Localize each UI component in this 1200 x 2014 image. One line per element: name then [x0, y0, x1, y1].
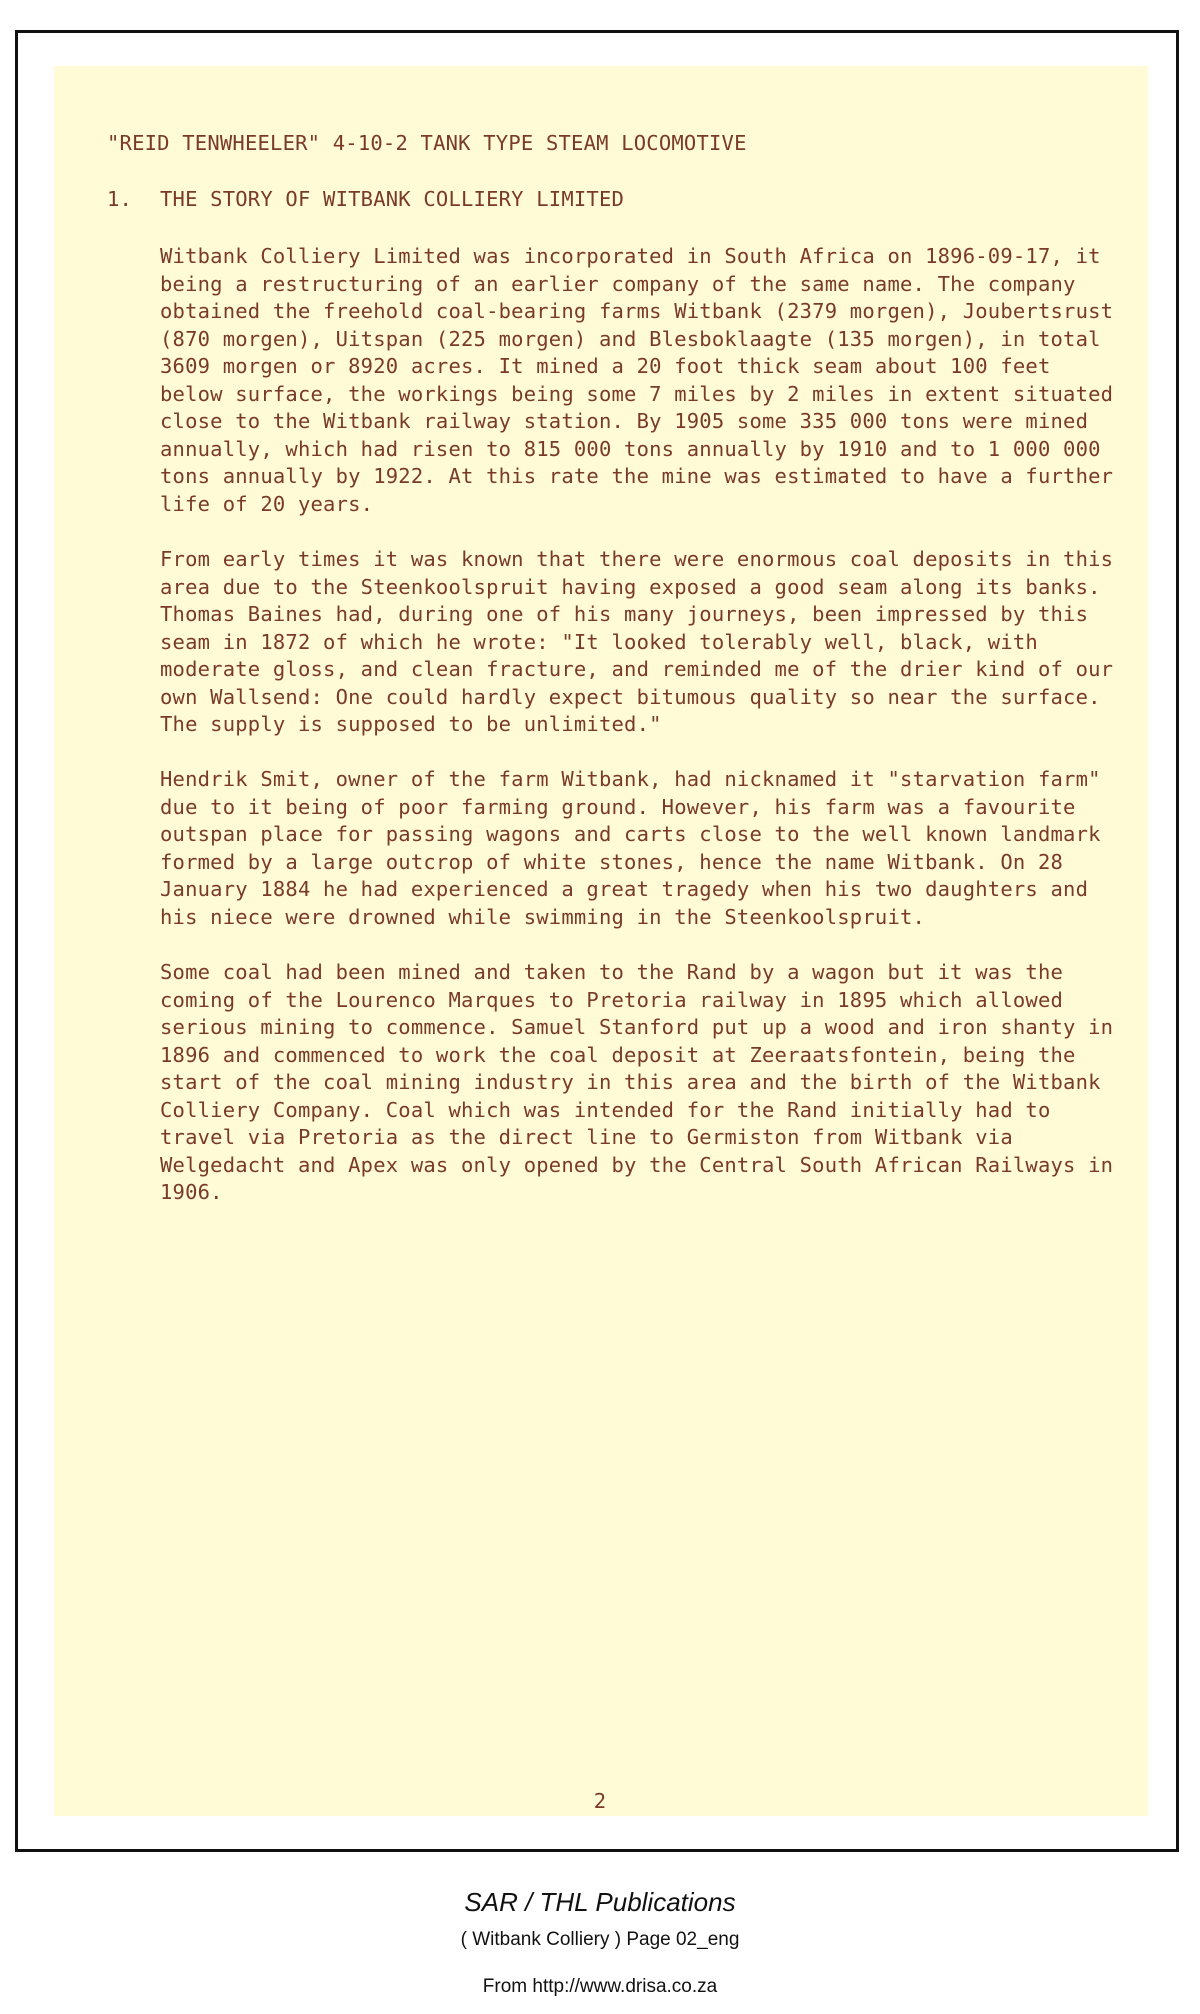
paragraph-incorporation: Witbank Colliery Limited was incorporated in South Africa on 1896-09-17, it being a restructuring of an earlier company of the same name. The company obtained the freehold coal-bearing farms Witbank (2379 morgen), Joubertsrust (870 morgen), Uitspan (225 morgen) and Blesboklaagte (135 morgen), in total 3609 morgen or 8920 acres. It mined a 20 foot thick seam about 100 feet below surface, the workings being some 7 miles by 2 miles in extent situated close to the Witbank railway station. By 1905 some 335 000 tons were mined annually, which had risen to 815 000 tons annually by 1910 and to 1 000 000 tons annually by 1922. At this rate the mine was estimated to have a further life of 20 years. — [160, 244, 1114, 516]
section-number: 1. — [107, 187, 133, 211]
scanned-page — [54, 66, 1148, 1816]
footer-page-label: ( Witbank Colliery ) Page 02_eng — [460, 1929, 740, 1950]
footer-publisher: SAR / THL Publications — [464, 1887, 736, 1917]
paragraph-coal-deposits: From early times it was known that there were enormous coal deposits in this area due to the Steenkoolspruit having exposed a good seam along its banks. Thomas Baines had, during one of his many journeys, been impressed by this seam in 1872 of which he wrote: "It looked tolerably well, black, with moderate gloss, and clean fracture, and reminded me of the drier kind of our own Wallsend: One could hardly expect bitumous quality so near the surface. The supply is supposed to be unlimited." — [160, 547, 1114, 736]
footer-source-link[interactable]: From http://www.drisa.co.za — [482, 1976, 718, 1997]
paragraph-railway-mining: Some coal had been mined and taken to the Rand by a wagon but it was the coming of the Lourenco Marques to Pretoria railway in 1895 which allowed serious mining to commence. Samuel Stanford put up a wood and iron shanty in 1896 and commenced to work the coal deposit at Zeeraatsfontein, being the start of the coal mining industry in this area and the birth of the Witbank Colliery Company. Coal which was intended for the Rand initially had to travel via Pretoria as the direct line to Germiston from Witbank via Welgedacht and Apex was only opened by the Central South African Railways in 1906. — [160, 960, 1114, 1204]
section-heading: THE STORY OF WITBANK COLLIERY LIMITED — [160, 187, 625, 211]
page-number: 2 — [593, 1789, 607, 1813]
document-title: "REID TENWHEELER" 4-10-2 TANK TYPE STEAM LOCOMOTIVE — [107, 131, 747, 155]
paragraph-hendrik-smit: Hendrik Smit, owner of the farm Witbank, had nicknamed it "starvation farm" due to it being of poor farming ground. However, his farm was a favourite outspan place for passing wagons and carts close to the well known landmark formed by a large outcrop of white stones, hence the name Witbank. On 28 January 1884 he had experienced a great tragedy when his two daughters and his niece were drowned while swimming in the Steenkoolspruit. — [160, 767, 1101, 929]
